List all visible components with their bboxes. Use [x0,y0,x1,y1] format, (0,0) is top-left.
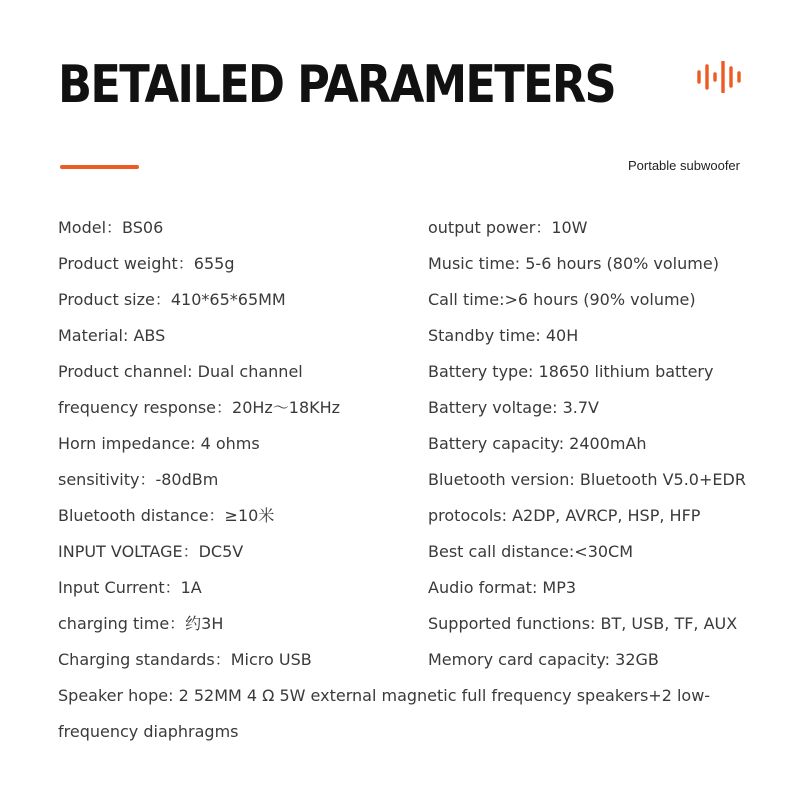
parameter-item: Horn impedance: 4 ohms [58,434,260,453]
product-subtitle: Portable subwoofer [627,158,740,173]
parameter-item: Product channel: Dual channel [58,362,303,381]
speaker-description: Speaker hope: 2 52MM 4 Ω 5W external magnetic full frequency speakers+2 low-frequency diaphragms [58,686,711,741]
parameter-item: sensitivity：-80dBm [58,470,219,489]
parameter-item: Bluetooth distance：≥10米 [58,506,275,525]
sound-wave-icon [697,61,741,93]
parameter-item: Standby time: 40H [428,326,579,345]
parameter-item: output power：10W [428,218,588,237]
parameters-left-column [58,210,418,678]
parameter-item: Best call distance:<30CM [428,542,634,561]
parameter-item: Model：BS06 [58,218,164,237]
parameter-item: INPUT VOLTAGE：DC5V [58,542,244,561]
parameter-item: Input Current：1A [58,578,202,597]
parameter-item: protocols: A2DP, AVRCP, HSP, HFP [428,506,701,525]
parameter-item: Music time: 5-6 hours (80% volume) [428,254,719,273]
page-title: BETAILED PARAMETERS [58,55,616,115]
parameter-item: charging time：约3H [58,614,224,633]
parameter-item: Audio format: MP3 [428,578,577,597]
parameters-right-column [428,210,778,678]
parameter-item: Memory card capacity: 32GB [428,650,659,669]
parameter-item: Charging standards：Micro USB [58,650,312,669]
parameter-item: frequency response：20Hz～18KHz [58,398,341,417]
parameter-item: Call time:>6 hours (90% volume) [428,290,696,309]
parameter-item: Product weight：655g [58,254,235,273]
parameter-item: Supported functions: BT, USB, TF, AUX [428,614,738,633]
parameter-item: Battery capacity: 2400mAh [428,434,647,453]
parameter-item: Material: ABS [58,326,166,345]
parameter-item: Battery voltage: 3.7V [428,398,599,417]
accent-divider [60,165,139,169]
parameter-item: Battery type: 18650 lithium battery [428,362,714,381]
parameter-item: Bluetooth version: Bluetooth V5.0+EDR [428,470,746,489]
parameter-item: Product size：410*65*65MM [58,290,286,309]
